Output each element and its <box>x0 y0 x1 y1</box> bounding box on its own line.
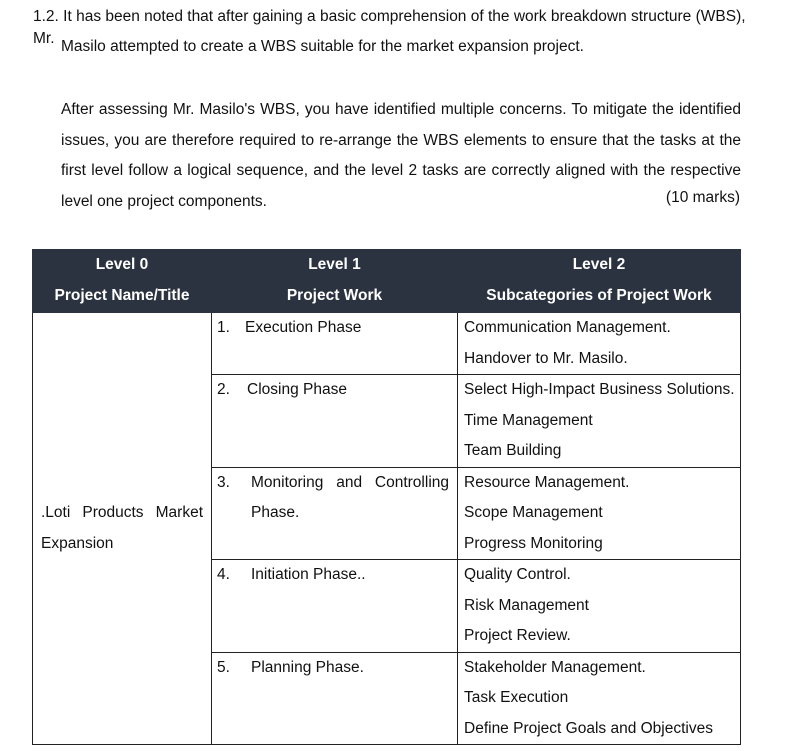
phase-label: Execution Phase <box>245 319 362 336</box>
subcategory-cell <box>458 375 741 468</box>
phase-label: Closing Phase <box>247 381 347 398</box>
subcategory-cell <box>458 467 741 560</box>
subcategory-cell <box>458 313 741 375</box>
phase-label: Monitoring and Controlling <box>251 473 449 491</box>
subcategory-item: Stakeholder Management. <box>464 658 646 676</box>
level0-cell <box>33 313 212 745</box>
question-line-2: Masilo attempted to create a WBS suitable for the market expansion project. <box>61 38 584 55</box>
phase-number: 2. <box>217 381 230 398</box>
subcategory-item: Time Management <box>464 411 593 429</box>
header-row <box>33 250 741 313</box>
subcategory-cell <box>458 560 741 653</box>
phase-cell <box>212 313 458 375</box>
header-level-2-level: Level 2 <box>572 256 626 273</box>
phase-cell <box>212 467 458 560</box>
subcategory-item: Communication Management. <box>464 319 671 336</box>
wbs-table <box>32 249 741 745</box>
project-name-line-1: .Loti Products Market <box>41 504 203 521</box>
phase-cell <box>212 560 458 653</box>
phase-number: 1. <box>217 319 230 336</box>
header-level-1-level: Level 1 <box>308 256 361 273</box>
phase-cell <box>212 652 458 745</box>
subcategory-item: Select High-Impact Business Solutions. <box>464 381 735 398</box>
phase-cell <box>212 375 458 468</box>
marks-label: (10 marks) <box>665 189 740 206</box>
header-level-0-level: Level 0 <box>95 256 149 273</box>
project-name <box>41 498 203 559</box>
header-level-0-title: Project Name/Title <box>54 286 190 304</box>
subcategory-cell <box>458 652 741 745</box>
subcategory-item: Define Project Goals and Objectives <box>464 719 713 737</box>
phase-label-continued: Phase. <box>251 504 300 521</box>
header-level-2 <box>458 250 741 313</box>
header-level-1 <box>212 250 458 313</box>
header-level-2-title: Subcategories of Project Work <box>486 286 712 304</box>
instruction-paragraph: After assessing Mr. Masilo's WBS, you have identified multiple concerns. To mitigate the identified issues, you are therefore required to re-arrange the WBS elements to ensure that the tasks at the first level follow a logical sequence, and the level 2 tasks are correctly aligned with the respective level one project components. <box>61 101 741 210</box>
subcategory-item: Quality Control. <box>464 566 571 583</box>
table-row <box>33 313 741 375</box>
subcategory-item: Team Building <box>464 442 562 459</box>
question-line-1: 1.2. It has been noted that after gaining a basic comprehension of the work breakdown structure (WBS), Mr. <box>33 8 746 47</box>
header-level-0 <box>33 250 212 313</box>
subcategory-item: Scope Management <box>464 504 603 521</box>
subcategory-item: Handover to Mr. Masilo. <box>464 349 628 367</box>
subcategory-item: Resource Management. <box>464 473 630 491</box>
project-name-line-2: Expansion <box>41 534 114 552</box>
subcategory-item: Risk Management <box>464 596 589 614</box>
phase-number: 5. <box>217 658 230 676</box>
subcategory-item: Task Execution <box>464 689 569 706</box>
subcategory-item: Progress Monitoring <box>464 534 603 552</box>
header-level-1-title: Project Work <box>286 286 383 304</box>
phase-label: Initiation Phase.. <box>251 566 366 583</box>
phase-number: 4. <box>217 566 230 583</box>
phase-label: Planning Phase. <box>251 658 364 676</box>
subcategory-item: Project Review. <box>464 627 571 644</box>
phase-number: 3. <box>217 473 230 491</box>
